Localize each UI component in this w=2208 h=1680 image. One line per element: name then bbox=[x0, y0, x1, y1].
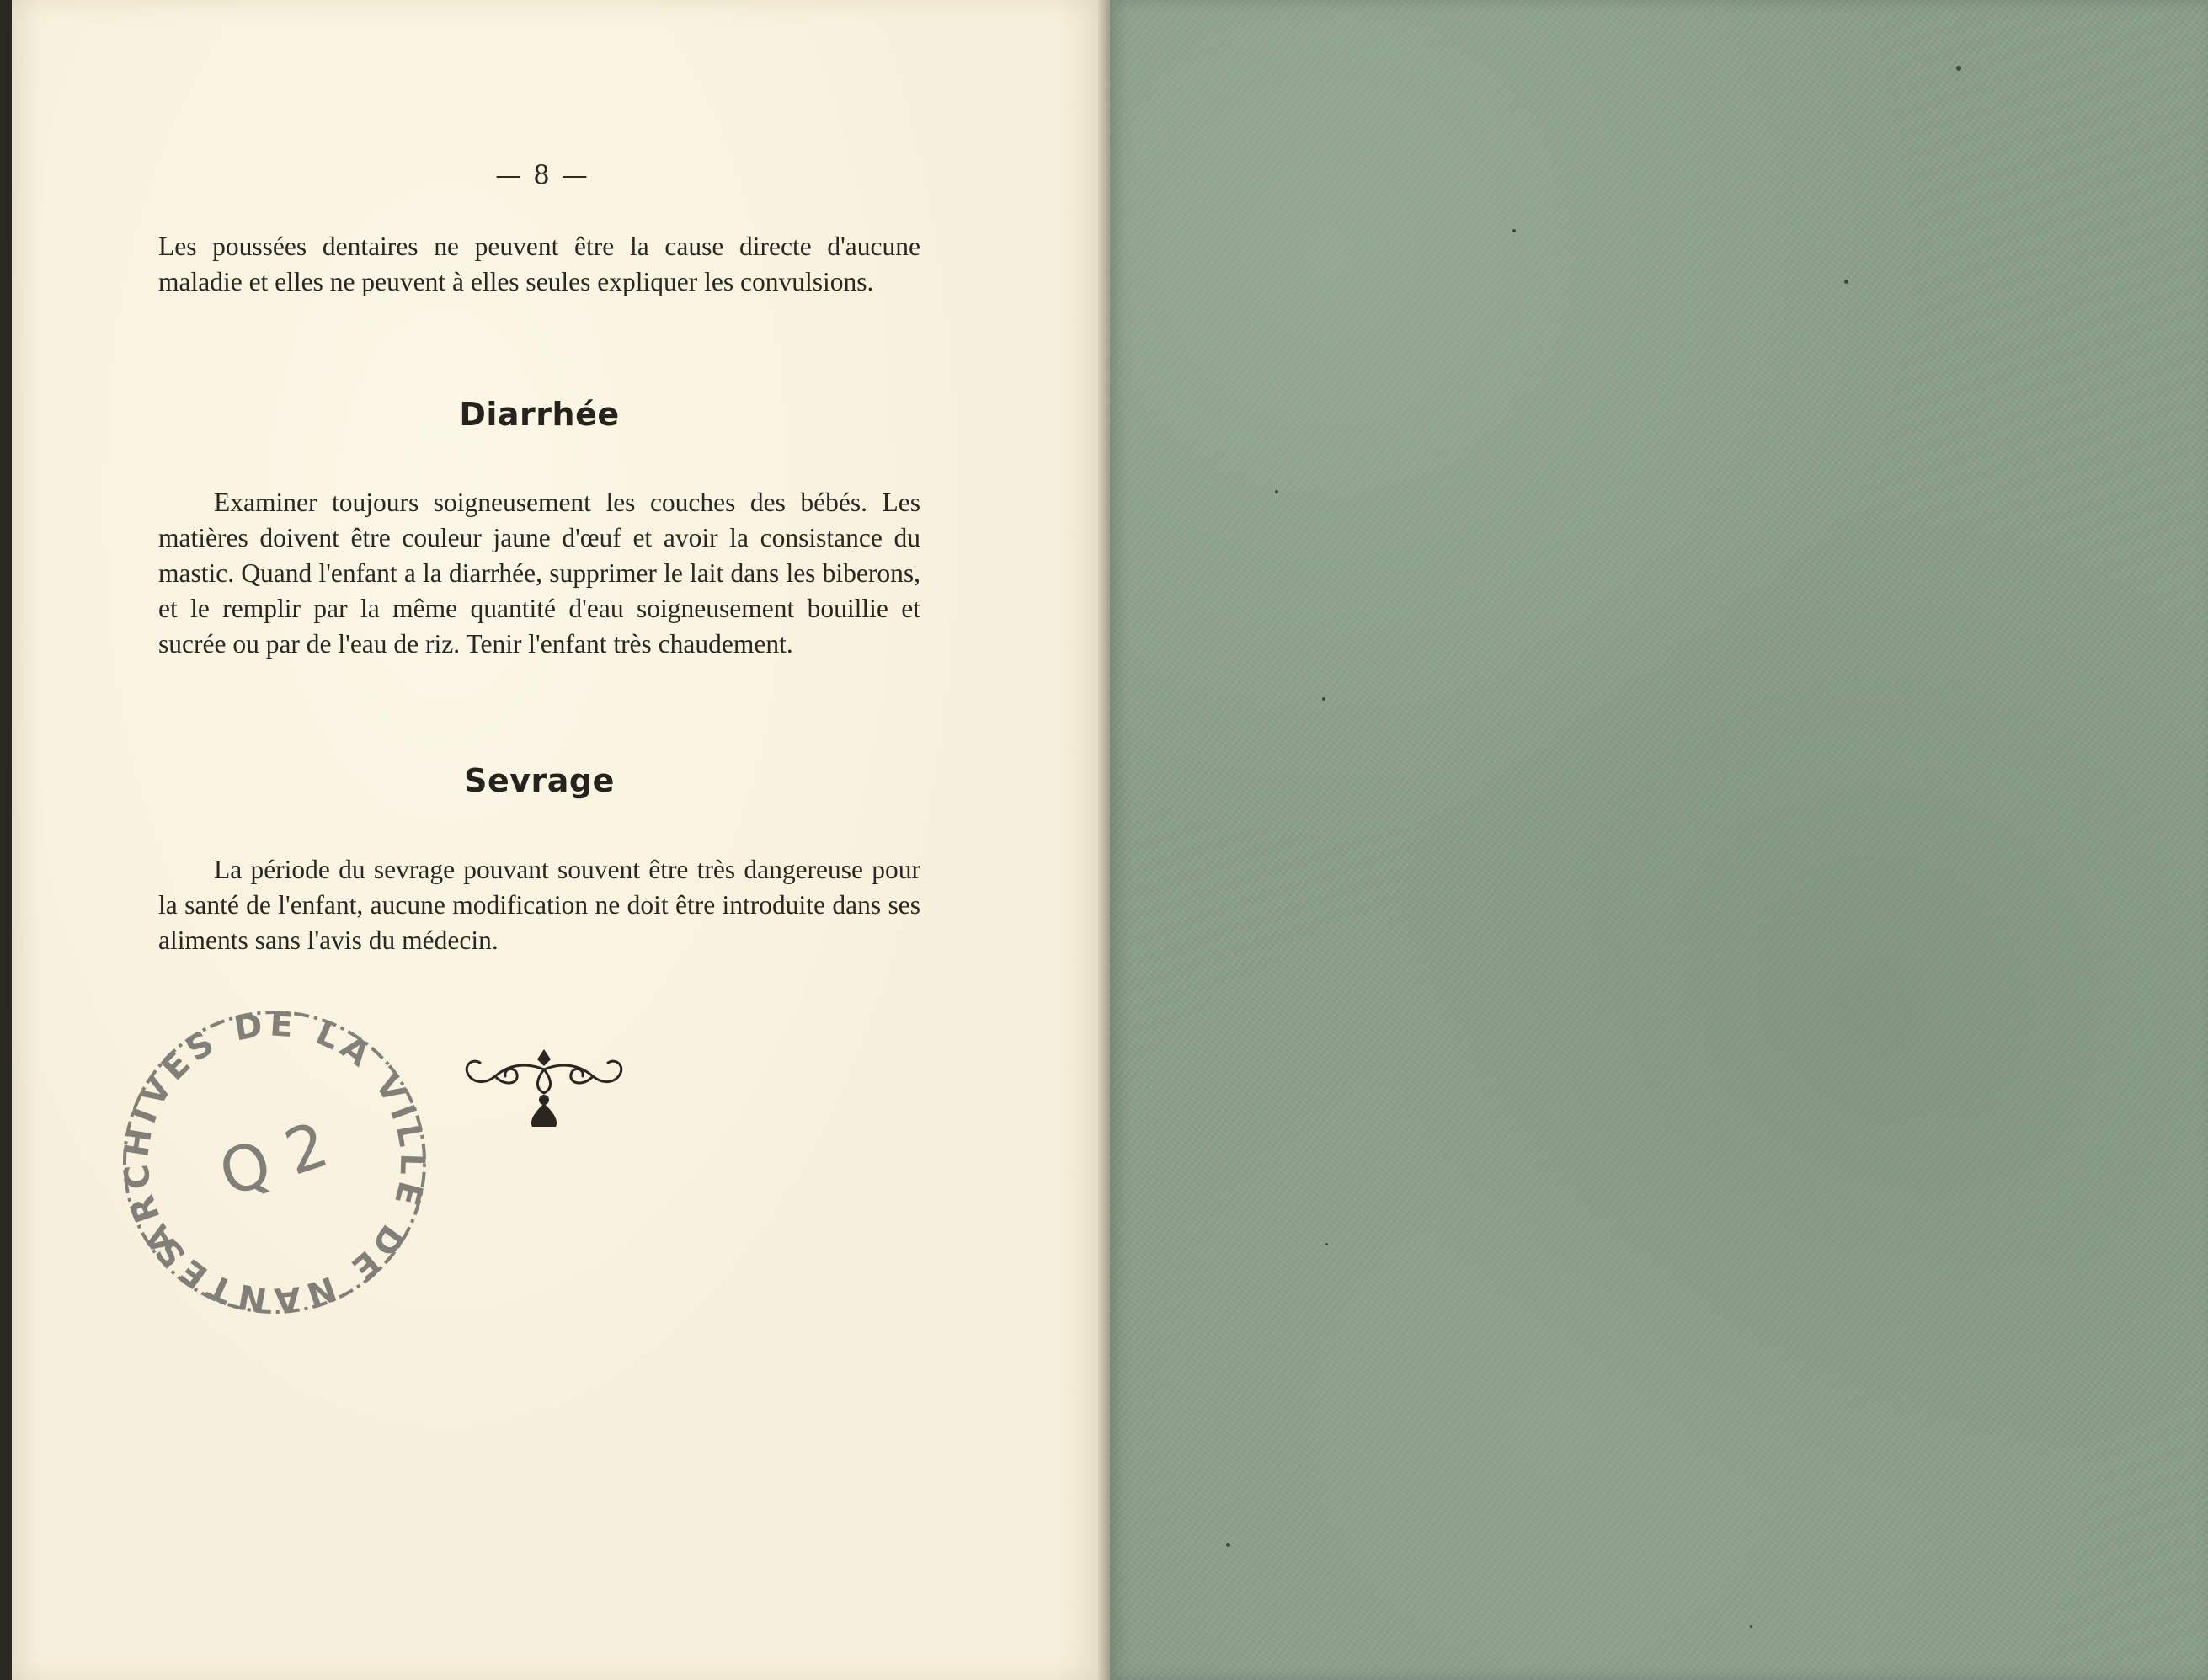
archives-stamp bbox=[115, 1002, 435, 1322]
paper-speck bbox=[1322, 697, 1325, 701]
left-page bbox=[12, 0, 1098, 1680]
paper-speck bbox=[1325, 1243, 1328, 1245]
back-cover bbox=[1110, 0, 2208, 1680]
intro-paragraph: Les poussées dentaires ne peuvent être la cause directe d'aucune maladie et elles ne peuvent à elles seules expliquer les convulsions. bbox=[158, 232, 920, 296]
paper-speck bbox=[1956, 66, 1961, 71]
paper-speck bbox=[1844, 280, 1848, 284]
page-number: — 8 — bbox=[495, 160, 589, 190]
section-body-sevrage: La période du sevrage pouvant souvent être très dangereuse pour la santé de l'enfant, aucune modification ne doit être introduite dans ses aliments sans l'avis du médecin. bbox=[158, 855, 920, 955]
section-heading-diarrhee: Diarrhée bbox=[459, 396, 620, 433]
section-heading-sevrage: Sevrage bbox=[464, 762, 615, 799]
section-body-diarrhee: Examiner toujours soigneusement les couches des bébés. Les matières doivent être couleur jaune d'œuf et avoir la consistance du mastic. Quand l'enfant a la diarrhée, supprimer le lait dans les biberons, et le remplir par la même quantité d'eau soigneusement bouillie et sucrée ou par de l'eau de riz. Tenir l'enfant très chaudement. bbox=[158, 488, 920, 659]
paper-speck bbox=[1512, 229, 1516, 232]
paper-speck bbox=[1750, 1625, 1752, 1628]
fleuron-ornament bbox=[456, 1044, 632, 1130]
paper-speck bbox=[1226, 1543, 1230, 1547]
stamp-number: Q 2 bbox=[211, 1108, 337, 1211]
stamp-text: ARCHIVES DE LA VILLE DE NANTES bbox=[117, 1005, 432, 1320]
paper-speck bbox=[1275, 490, 1278, 493]
